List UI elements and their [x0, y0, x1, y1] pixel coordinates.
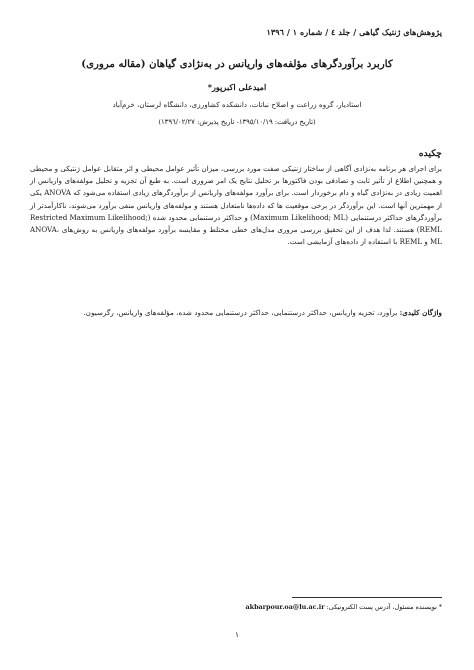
- author-name: امیدعلی اکبرپور*: [207, 82, 267, 92]
- page-number: ١: [234, 630, 240, 639]
- footnote-divider: [292, 597, 442, 598]
- keywords-text: برآورد، تجزیه واریانس، حداکثر درستنمایی، حداکثر درستنمایی محدود شده، مؤلفه‌های واریانس، رگرسیون.: [83, 308, 398, 317]
- footnote-label: * نویسنده مسئول، آدرس پست الکترونیکی:: [326, 603, 442, 611]
- author-email[interactable]: akbarpour.oa@lu.ac.ir: [245, 603, 325, 611]
- abstract-body: برای اجرای هر برنامه به‌نژادی آگاهی از ساختار ژنتیکی صفت مورد بررسی، میزان تأثیر عوامل محیطی و اثر متقابل عوامل ژنتیکی و محیطی و همچنین اطلاع از تأثیر ثابت و تصادفی بودن فاکتورها بر تحلیل نتایج یک امر ضروری است. به طبع آن تجزیه و تحلیل مولفه‌های واریانس از اهمیت زیادی در به‌نژادی گیاه و دام برخوردار است. برای برآورد مولفه‌های واریانس از برآوردگرهای زیادی استفاده می‌شود که ANOVA یکی از مهمترین آنها است. این برآوردگر در برخی موقعیت ها که داده‌ها نامتعادل هستند و مولفه‌های واریانس منفی برآورد می‌شوند، ناکارآمدتر از برآوردگرهای حداکثر درستنمایی (Maximum Likelihood; ML) و حداکثر درستنمایی محدود شده (Restricted Maximum Likelihood; REML) هستند. لذا هدف از این تحقیق بررسی مروری مدل‌های خطی مختلط و مقایسه برآورد مولفه‌های واریانس به روش‌های ANOVA، ML و REML با استفاده از داده‌های آزمایشی است.: [30, 164, 442, 247]
- abstract-heading: چکیده: [418, 148, 442, 159]
- corresponding-author-footnote: [30, 603, 442, 611]
- received-accepted-dates: (تاریخ دریافت: ١٣٩٥/١٠/١٩- تاریخ پذیرش: ١٣٩٦/٠٢/٢٧): [158, 118, 316, 126]
- keywords-line: [30, 308, 442, 317]
- author-affiliation: استادیار، گروه زراعت و اصلاح نباتات، دانشکده کشاورزی، دانشگاه لرستان، خرم‌آباد: [112, 100, 362, 109]
- journal-header: پژوهش‌های ژنتیک گیاهی / جلد ٤ / شماره ١ / ١٣٩٦: [266, 27, 442, 37]
- keywords-label: واژگان کلیدی:: [399, 308, 442, 317]
- paper-title: کاربرد برآوردگرهای مؤلفه‌های واریانس در به‌نژادی گیاهان (مقاله مروری): [81, 58, 393, 70]
